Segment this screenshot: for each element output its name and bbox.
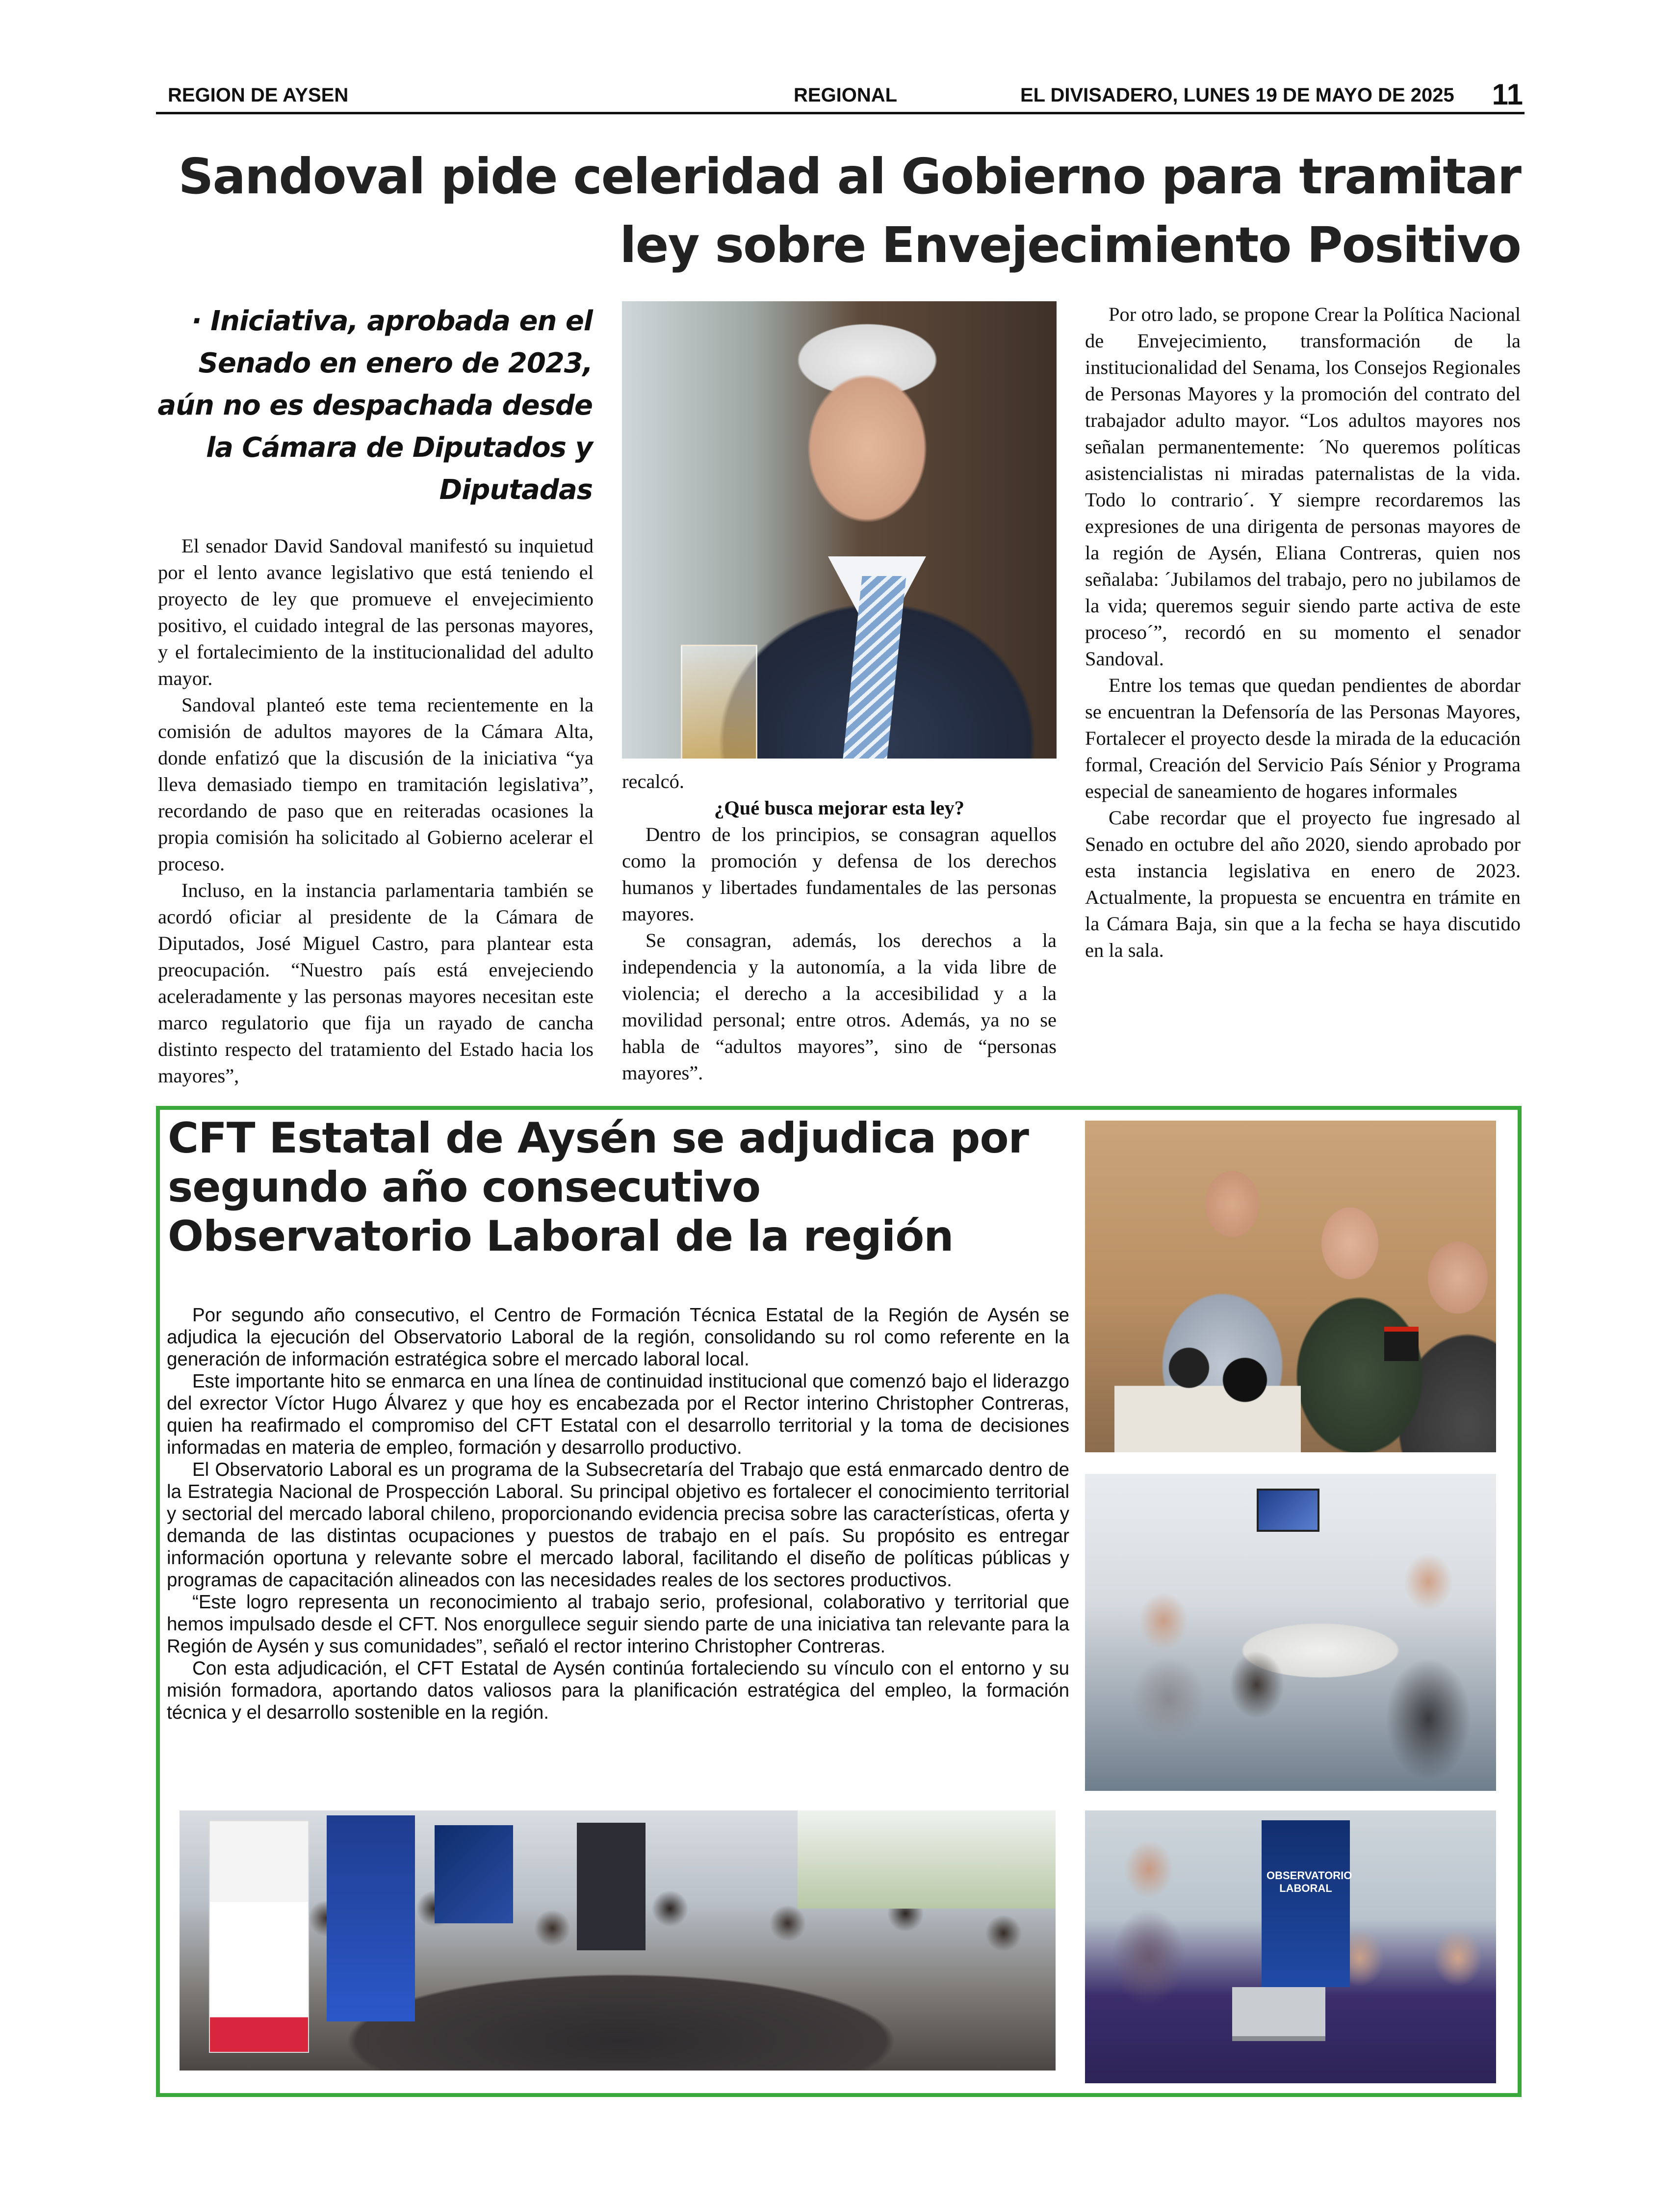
paragraph: El Observatorio Laboral es un programa de la Subsecretaría del Trabajo que está enmarcado dentro de la Estrategia Nacional de Prospección Laboral. Su principal objetivo es fortalecer el conocimiento territorial y sectorial del mercado laboral chileno, proporcionando evidencia precisa sobre las características, oferta y demanda de las distintas ocupaciones y puestos de trabajo en el país. Su propósito es entregar información oportuna y relevante sobre el mercado laboral, facilitando el diseño de políticas públicas y programas de capacitación alineados con las necesidades reales de los sectores productivos. [167, 1459, 1069, 1591]
senator-photo [622, 301, 1057, 759]
paragraph: Sandoval planteó este tema recientemente en la comisión de adultos mayores de la Cámara Alta, donde enfatizó que la discusión de la iniciativa “ya lleva demasiado tiempo en tramitación legislativa”, recordando de paso que en reiteradas ocasiones la propia comisión ha solicitado al Gobierno acelerar el proceso. [158, 694, 594, 875]
paragraph: Incluso, en la instancia parlamentaria también se acordó oficiar al presidente de la Cámara de Diputados, José Miguel Castro, para plantear esta preocupación. “Nuestro país está envejeciendo aceleradamente y las personas mayores necesitan este marco regulatorio que fija un rayado de cancha distinto respecto del tratamiento del Estado hacia los mayores”, [158, 879, 594, 1087]
page-number: 11 [1492, 78, 1523, 111]
paragraph: Con esta adjudicación, el CFT Estatal de Aysén continúa fortaleciendo su vínculo con el entorno y su misión formadora, aportando datos valiosos para la planificación estratégica del empleo, la formación técnica y el desarrollo sostenible en la región. [167, 1658, 1069, 1723]
paragraph: El senador David Sandoval manifestó su inquietud por el lento avance legislativo que está teniendo el proyecto de ley que promueve el envejecimiento positivo, el cuidado integral de las personas mayores, y el fortalecimiento de la institucionalidad del adulto mayor. [158, 535, 594, 689]
paragraph: Entre los temas que quedan pendientes de abordar se encuentran la Defensoría de las Personas Mayores, Fortalecer el proyecto desde la mirada de la educación formal, Creación del Servicio País Sénior y Programa especial de saneamiento de hogares informales [1085, 674, 1521, 802]
paragraph: Este importante hito se enmarca en una línea de continuidad institucional que comenzó bajo el liderazgo del exrector Víctor Hugo Álvarez y que hoy es encabezada por el Rector interino Christopher Contreras, quien ha reafirmado el compromiso del CFT Estatal con el desarrollo territorial y la toma de decisiones informadas en materia de empleo, formación y desarrollo productivo. [167, 1371, 1069, 1458]
article-column-1 [158, 533, 594, 1089]
section-label-left: REGION DE AYSEN [168, 84, 349, 106]
paragraph: Se consagran, además, los derechos a la independencia y la autonomía, a la vida libre de violencia; el derecho a la accesibilidad y a la movilidad personal; entre otros. Además, ya no se habla de “adultos mayores”, sino de “personas mayores”. [622, 929, 1057, 1084]
paragraph-continuation: recalcó. [622, 770, 685, 792]
article-subheading: ¿Qué busca mejorar esta ley? [714, 797, 964, 819]
paragraph: Por segundo año consecutivo, el Centro de Formación Técnica Estatal de la Región de Aysén se adjudica la ejecución del Observatorio Laboral de la región, consolidando su rol como referente en la generación de información estratégica sobre el mercado laboral local. [167, 1305, 1069, 1370]
paragraph: Cabe recordar que el proyecto fue ingresado al Senado en octubre del año 2020, siendo aprobado por esta instancia legislativa en enero de 2023. Actualmente, la propuesta se encuentra en trámite en la Cámara Baja, sin que a la fecha se haya discutido en la sala. [1085, 807, 1521, 961]
cft-article-body [167, 1304, 1069, 1724]
audience-event-photo [180, 1810, 1056, 2071]
article-column-2 [622, 768, 1057, 1086]
article-column-3 [1085, 301, 1521, 964]
paragraph: “Este logro representa un reconocimiento al trabajo serio, profesional, colaborativo y territorial que hemos impulsado desde el CFT. Nos enorgullece seguir siendo parte de una iniciativa tan relevante para la Región de Aysén y sus comunidades”, señaló el rector interino Christopher Contreras. [167, 1592, 1069, 1657]
banner-text: OBSERVATORIO LABORAL [1266, 1869, 1352, 1894]
section-label-center: REGIONAL [794, 84, 898, 106]
header-rule [156, 112, 1525, 114]
headline-line-1: Sandoval pide celeridad al Gobierno para tramitar [178, 148, 1521, 205]
paragraph: Por otro lado, se propone Crear la Política Nacional de Envejecimiento, transformación de la institucionalidad del Senama, los Consejos Regionales de Personas Mayores y la promoción del contrato del trabajador adulto mayor. “Los adultos mayores nos señalan permanentemente: ´No queremos políticas asistencialistas ni miradas paternalistas de la vida. Todo lo contrario´. Y siempre recordaremos las expresiones de una dirigenta de personas mayores de la región de Aysén, Eliana Contreras, quien nos señalaba: ´Jubilamos del trabajo, pero no jubilamos de la vida; queremos seguir siendo parte activa de este proceso´”, recordó en su momento el senador Sandoval. [1085, 303, 1521, 670]
dateline: EL DIVISADERO, LUNES 19 DE MAYO DE 2025 [1020, 84, 1454, 106]
paragraph: Dentro de los principios, se consagran aquellos como la promoción y defensa de los derechos humanos y libertades fundamentales de las personas mayores. [622, 823, 1057, 925]
observatorio-stand-photo [1085, 1810, 1496, 2083]
article-headline [162, 142, 1521, 280]
press-conference-photo [1085, 1121, 1496, 1452]
headline-line-2: ley sobre Envejecimiento Positivo [620, 216, 1521, 274]
cft-article-title: CFT Estatal de Aysén se adjudica por segundo año consecutivo Observatorio Laboral de la región [168, 1114, 1029, 1261]
meeting-table-photo [1085, 1474, 1496, 1791]
article-subhead: · Iniciativa, aprobada en el Senado en enero de 2023, aún no es despachada desde la Cámara de Diputados y Diputadas [157, 305, 593, 506]
